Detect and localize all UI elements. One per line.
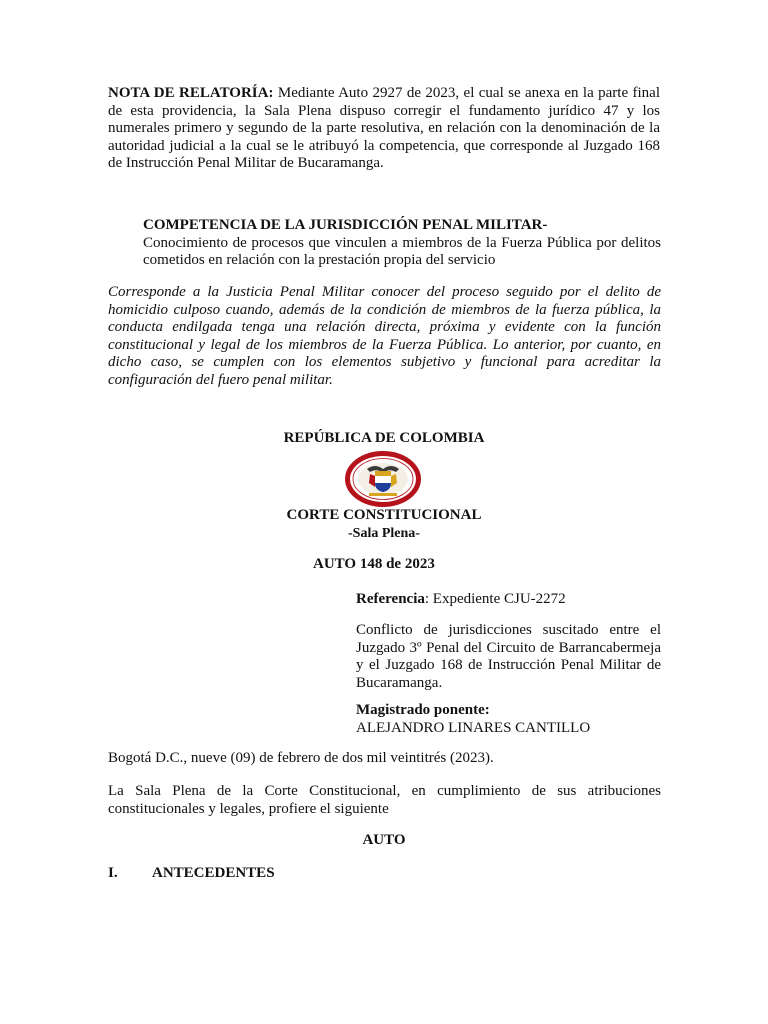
corte-constitucional-heading: CORTE CONSTITUCIONAL [286,507,482,523]
resumen-italic: Corresponde a la Justicia Penal Militar conocer del proceso seguido por el delito de homicidio culposo cuando, además de la condición de miembros de la fuerza pública, la conducta endilgada tenga una relación directa, próxima y evidente con la función constitucional y legal de los miembros de la Fuerza Pública. Lo anterior, por cuanto, en dicho caso, se cumplen con los elementos subjetivo y funcional para acreditar la configuración del fuero penal militar. [108,284,661,388]
competencia-block [143,217,661,270]
referencia-line [356,591,661,609]
nota-de-relatoria [108,85,660,173]
referencia-label: Referencia [356,591,425,607]
nota-text: Mediante Auto 2927 de 2023, el cual se anexa en la parte final de esta providencia, la Sala Plena dispuso corregir el fundamento jurídico 47 y los numerales primero y segundo de la parte resolutiva, en relación con la denominación de la autoridad judicial a la cual se le atribuyó la competencia, que corresponde al Juzgado 168 de Instrucción Penal Militar de Bucaramanga. [108,85,660,171]
republica-heading: REPÚBLICA DE COLOMBIA [283,430,485,446]
intro-paragraph: La Sala Plena de la Corte Constitucional, en cumplimiento de sus atribuciones constitucionales y legales, profiere el siguiente [108,783,661,817]
colombia-coat-of-arms-icon [343,449,423,509]
magistrado-name: ALEJANDRO LINARES CANTILLO [356,720,591,736]
competencia-heading: COMPETENCIA DE LA JURISDICCIÓN PENAL MILITAR- [143,217,548,233]
auto-number: AUTO 148 de 2023 [313,556,435,572]
sala-plena-heading: -Sala Plena- [348,526,420,541]
referencia-text: : Expediente CJU-2272 [424,591,566,607]
fecha-line: Bogotá D.C., nueve (09) de febrero de dos mil veintitrés (2023). [108,750,494,766]
competencia-text: Conocimiento de procesos que vinculen a miembros de la Fuerza Pública por delitos cometidos en relación con la prestación propia del servicio [143,234,661,268]
magistrado-label: Magistrado ponente: [356,702,490,718]
nota-label: NOTA DE RELATORÍA: [108,85,274,101]
conflicto-text: Conflicto de jurisdicciones suscitado entre el Juzgado 3º Penal del Circuito de Barrancabermeja y el Juzgado 168 de Instrucción Penal Militar de Bucaramanga. [356,622,661,691]
section-title-antecedentes: ANTECEDENTES [152,865,275,881]
section-number: I. [108,865,118,881]
auto-title: AUTO [362,832,406,848]
